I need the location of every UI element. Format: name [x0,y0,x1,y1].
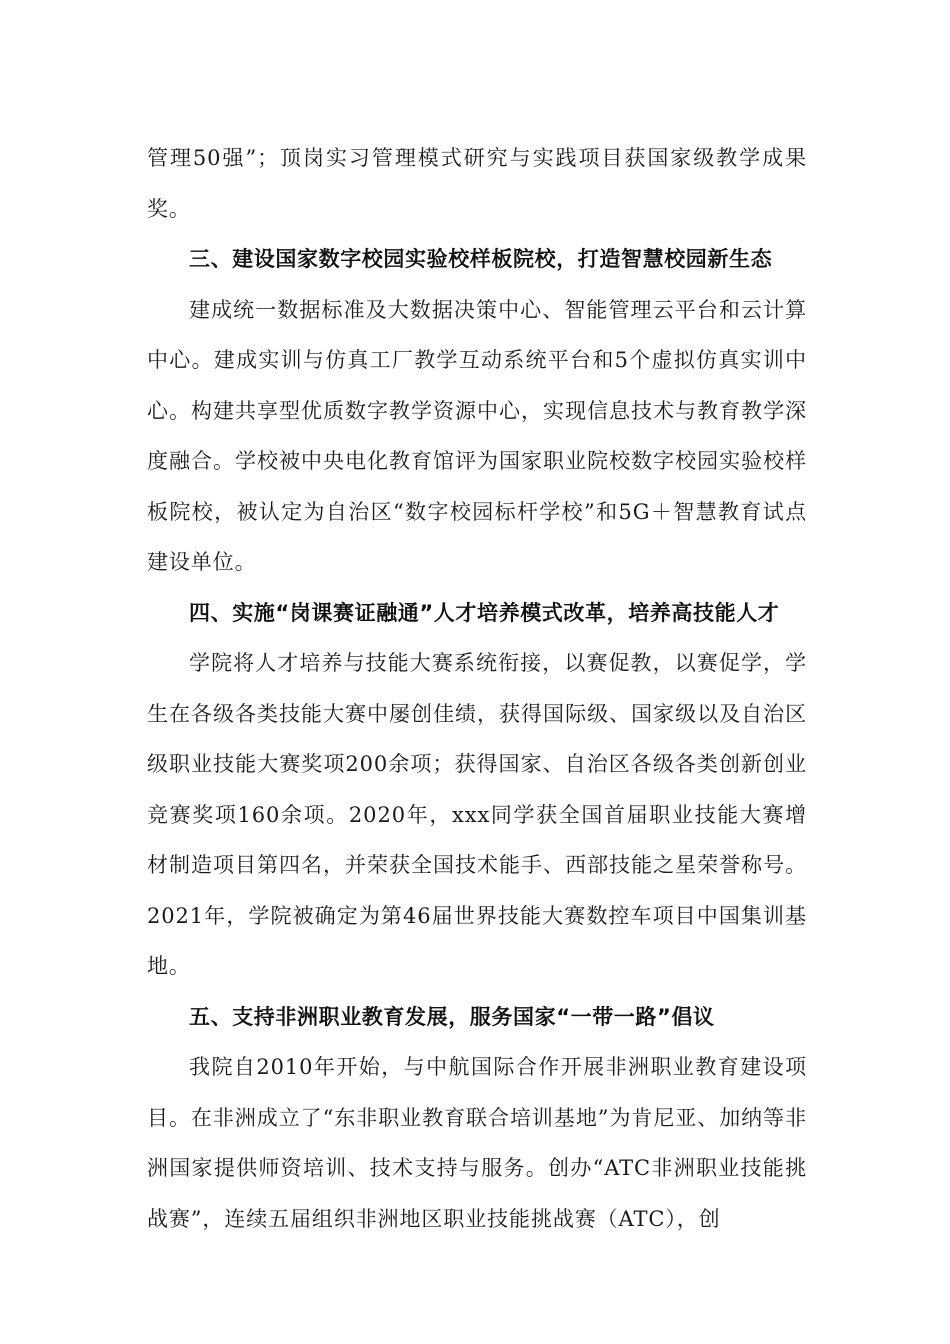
section-heading-4: 四、实施“岗课赛证融通”人才培养模式改革，培养高技能人才 [189,600,780,625]
document-body [147,133,807,1244]
paragraph-continuation: 管理50强”；顶岗实习管理模式研究与实践项目获国家级教学成果奖。 [147,146,807,221]
paragraph-skills-competition: 学院将人才培养与技能大赛系统衔接，以赛促教，以赛促学，学生在各级各类技能大赛中屡创佳绩，获得国际级、国家级以及自治区级职业技能大赛奖项200余项；获得国家、自治区各级各类创新创业竞赛奖项160余项。2020年，xxx同学获全国首届职业技能大赛增材制造项目第四名，并荣获全国技术能手、西部技能之星荣誉称号。2021年，学院被确定为第46届世界技能大赛数控车项目中国集训基地。 [147,651,807,978]
section-heading-3: 三、建设国家数字校园实验校样板院校，打造智慧校园新生态 [189,247,773,271]
section-heading-5: 五、支持非洲职业教育发展，服务国家“一带一路”倡议 [189,1004,715,1029]
paragraph-africa-cooperation: 我院自2010年开始，与中航国际合作开展非洲职业教育建设项目。在非洲成立了“东非职业教育联合培训基地”为肯尼亚、加纳等非洲国家提供师资培训、技术支持与服务。创办“ATC非洲职业技能挑战赛”，连续五届组织非洲地区职业技能挑战赛（ATC），创 [147,1055,807,1231]
paragraph-digital-campus: 建成统一数据标准及大数据决策中心、智能管理云平台和云计算中心。建成实训与仿真工厂教学互动系统平台和5个虚拟仿真实训中心。构建共享型优质数字教学资源中心，实现信息技术与教育教学深度融合。学校被中央电化教育馆评为国家职业院校数字校园实验校样板院校，被认定为自治区“数字校园标杆学校”和5G＋智慧教育试点建设单位。 [147,297,807,574]
